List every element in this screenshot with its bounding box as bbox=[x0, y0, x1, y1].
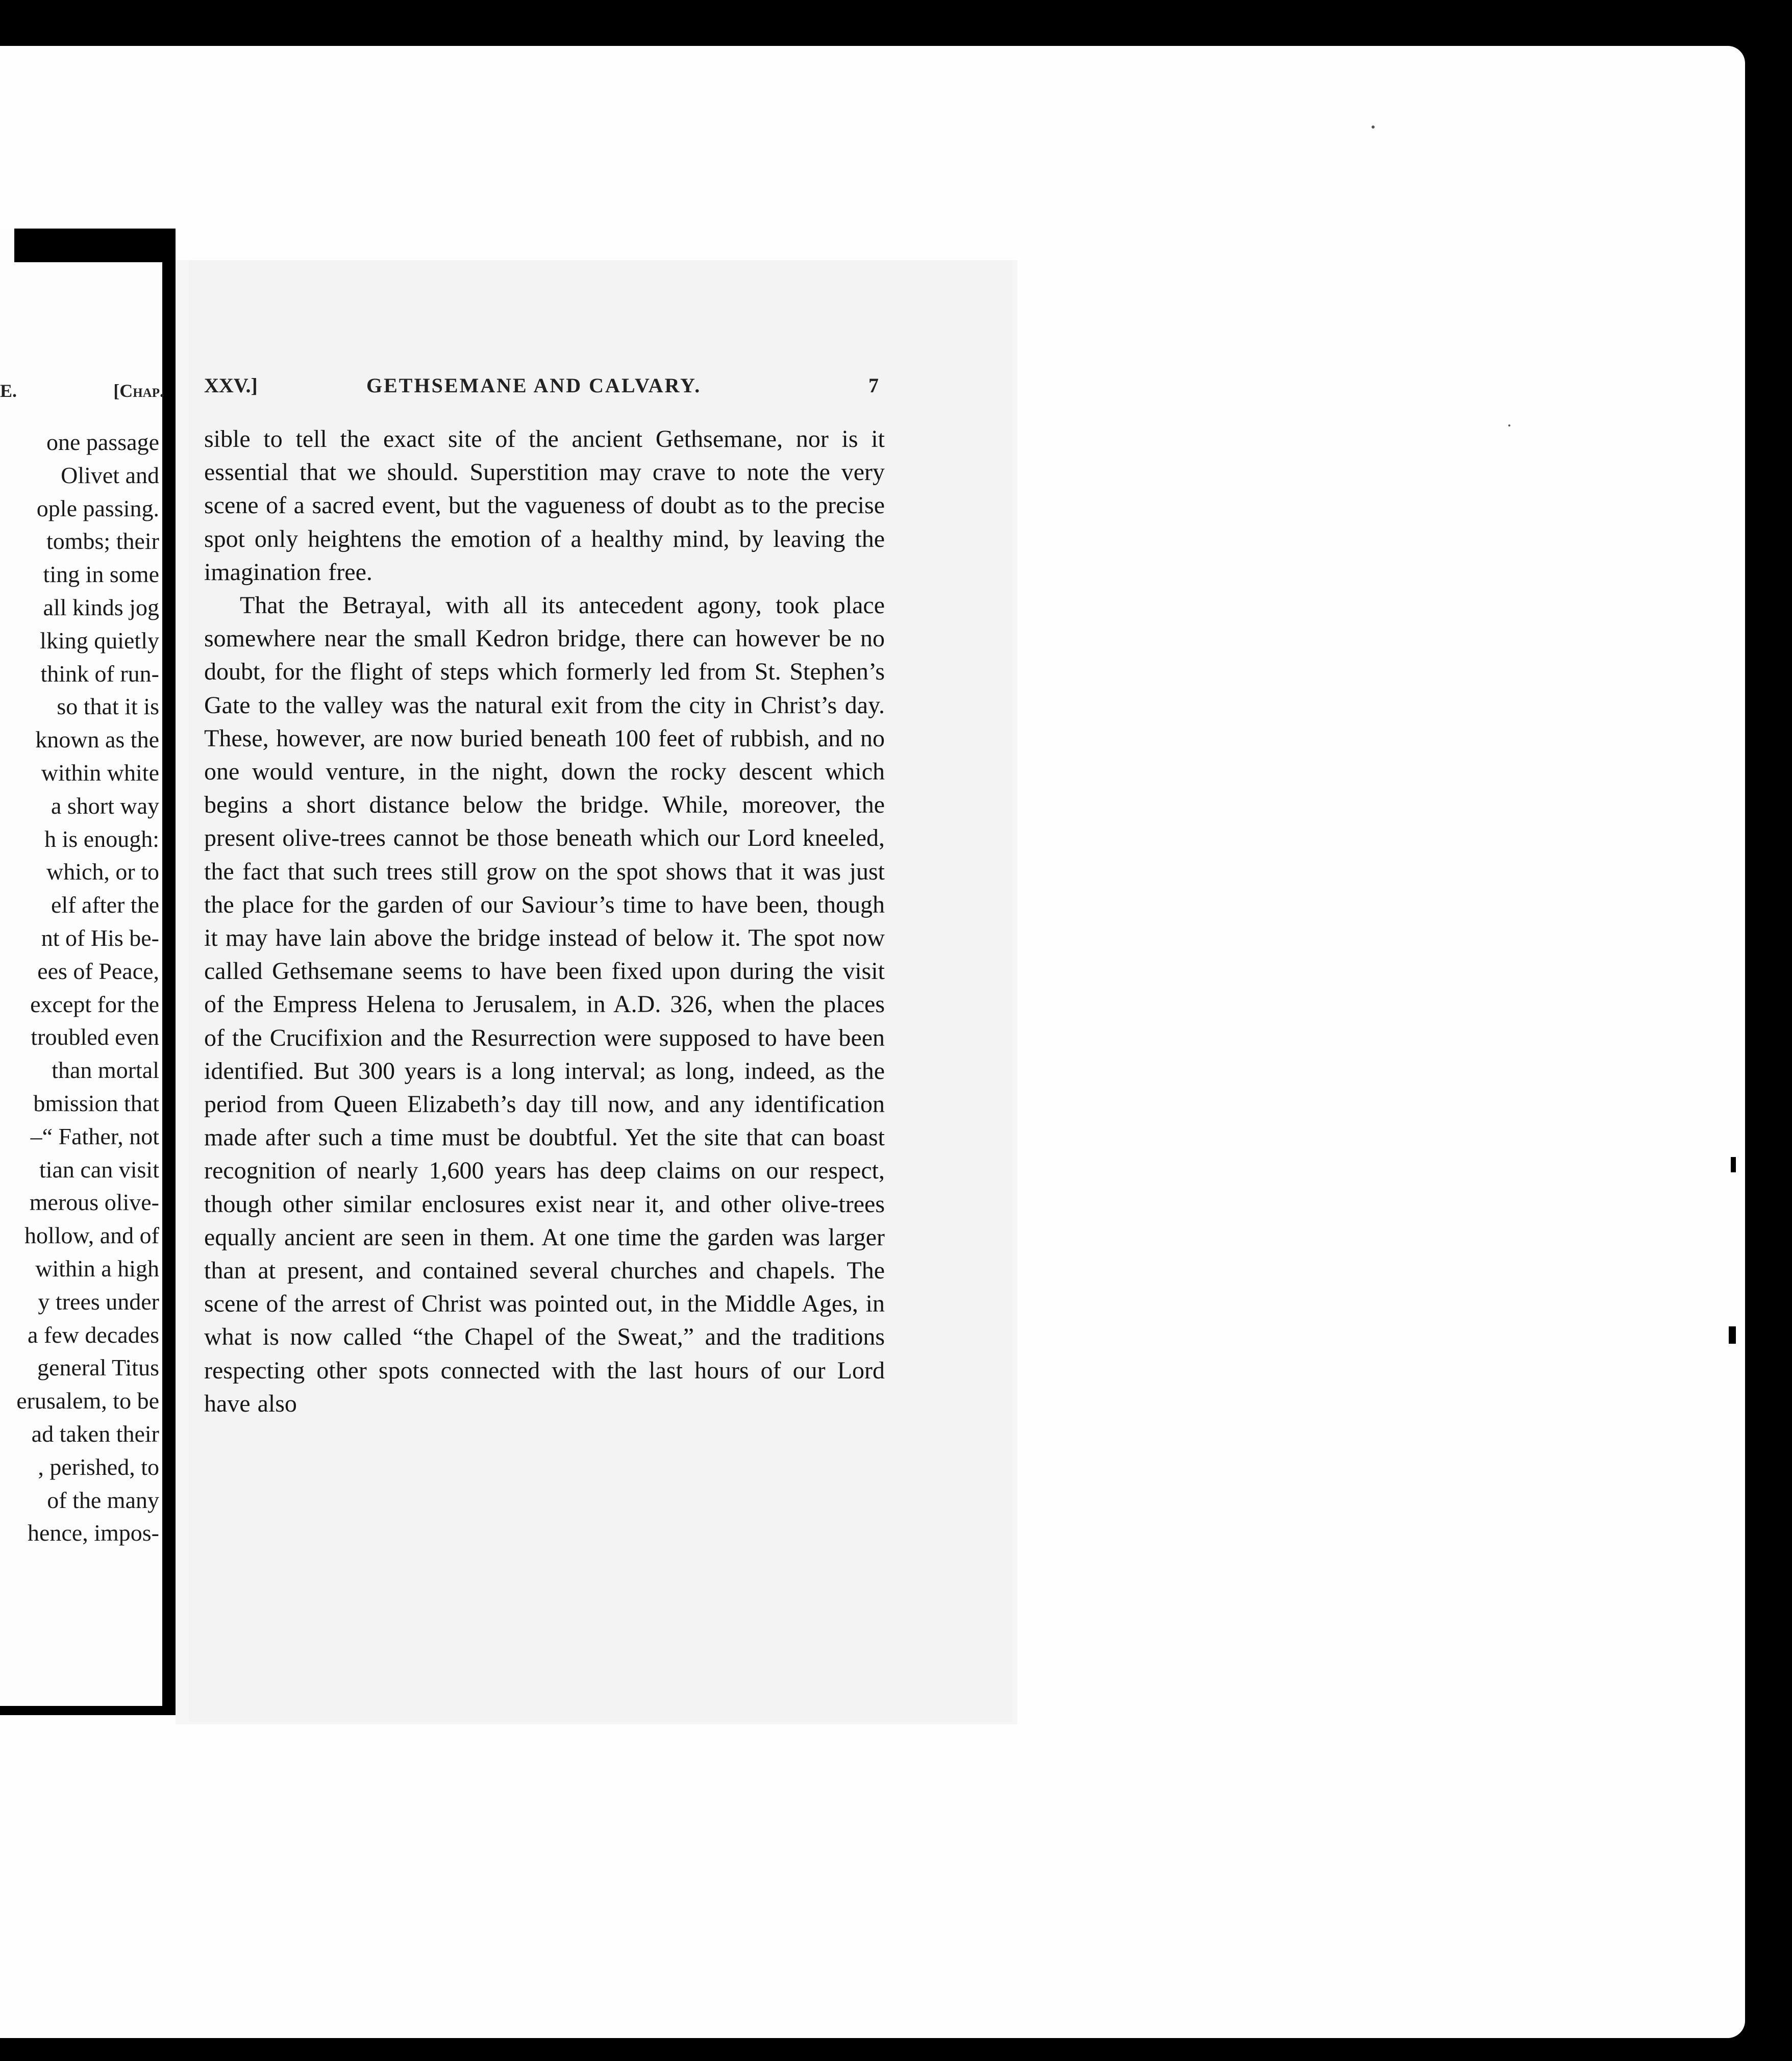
left-text-line: hollow, and of bbox=[24, 1222, 159, 1249]
left-page-text bbox=[0, 426, 159, 1550]
scan-mark bbox=[1731, 1157, 1736, 1172]
left-text-line: , perished, to bbox=[38, 1453, 159, 1480]
left-text-line: y trees under bbox=[38, 1288, 159, 1315]
left-head-chapter: [Chap. bbox=[113, 381, 164, 401]
running-title: GETHSEMANE AND CALVARY. bbox=[366, 374, 702, 397]
left-text-line: ad taken their bbox=[31, 1420, 159, 1447]
left-text-line: tombs; their bbox=[46, 528, 159, 555]
page-body bbox=[204, 422, 885, 1420]
left-text-line: all kinds jog bbox=[43, 594, 159, 620]
left-text-line: general Titus bbox=[37, 1354, 159, 1381]
right-page bbox=[176, 260, 1017, 1724]
left-text-line: Olivet and bbox=[61, 462, 159, 488]
binding-shadow bbox=[14, 229, 165, 262]
left-text-line: one passage bbox=[46, 429, 159, 455]
gutter-shadow bbox=[162, 229, 176, 1714]
left-text-line: troubled even bbox=[31, 1024, 159, 1050]
left-text-line: tian can visit bbox=[39, 1156, 159, 1183]
left-text-line: erusalem, to be bbox=[16, 1388, 159, 1414]
scan-speck bbox=[1508, 424, 1510, 426]
left-text-line: a few decades bbox=[28, 1321, 159, 1348]
left-text-line: a short way bbox=[51, 792, 159, 819]
left-text-line: merous olive- bbox=[29, 1189, 159, 1216]
left-text-line: known as the bbox=[35, 726, 159, 753]
scan-speck bbox=[1372, 125, 1375, 129]
left-text-line: of the many bbox=[47, 1487, 159, 1513]
left-text-line: ople passing. bbox=[36, 495, 159, 521]
left-text-line: than mortal bbox=[52, 1057, 159, 1084]
left-text-line: which, or to bbox=[46, 859, 159, 885]
left-text-line: elf after the bbox=[51, 892, 159, 918]
left-text-line: think of run- bbox=[40, 660, 159, 687]
page-number: 7 bbox=[868, 374, 879, 397]
left-text-line: hence, impos- bbox=[27, 1520, 159, 1546]
left-text-line: nt of His be- bbox=[41, 924, 159, 951]
paragraph: sible to tell the exact site of the ancient Gethsemane, nor is it essential that we should. Superstition may crave to note the very scene of a sacred event, but the vagueness of doubt as to the precise spot only heightens the emotion of a healthy mind, by leaving the imagination free. bbox=[204, 425, 885, 586]
left-text-line: bmission that bbox=[33, 1090, 159, 1116]
left-text-line: ees of Peace, bbox=[37, 958, 159, 984]
left-text-line: so that it is bbox=[57, 693, 159, 720]
left-running-head bbox=[0, 380, 164, 400]
left-text-line: h is enough: bbox=[44, 825, 159, 852]
left-text-line: lking quietly bbox=[40, 627, 159, 654]
scan-mark bbox=[1729, 1326, 1736, 1344]
left-text-line: except for the bbox=[30, 991, 159, 1017]
left-text-line: –“ Father, not bbox=[30, 1123, 159, 1149]
chapter-reference: XXV.] bbox=[204, 374, 258, 397]
left-text-line: ting in some bbox=[43, 561, 159, 588]
left-head-fragment: E. bbox=[0, 381, 17, 401]
page-surface bbox=[189, 260, 1012, 1722]
left-text-line: within white bbox=[41, 759, 159, 786]
paragraph: That the Betrayal, with all its antecedent agony, took place somewhere near the small Kedron bridge, there can however be no doubt, for the flight of steps which formerly led from St. Stephen’s Gate to the valley was the natural exit from the city in Christ’s day. These, however, are now buried beneath 100 feet of rubbish, and no one would venture, in the night, down the rocky descent which begins a short distance below the bridge. While, moreover, the present olive-trees cannot be those beneath which our Lord kneeled, the fact that such trees still grow on the spot shows that it was just the place for the garden of our Saviour’s time to have been, though it may have lain above the bridge instead of below it. The spot now called Gethsemane seems to have been fixed upon during the visit of the Empress Helena to Jerusalem, in A.D. 326, when the places of the Crucifixion and the Resurrection were supposed to have been identified. But 300 years is a long interval; as long, indeed, as the period from Queen Elizabeth’s day till now, and any identification made after such a time must be doubtful. Yet the site that can boast recognition of nearly 1,600 years has deep claims on our respect, though other similar enclosures exist near it, and other olive-trees equally ancient are seen in them. At one time the garden was larger than at present, and contained several churches and chapels. The scene of the arrest of Christ was pointed out, in the Middle Ages, in what is now called “the Chapel of the Sweat,” and the traditions respecting other spots connected with the last hours of our Lord have also bbox=[204, 592, 885, 1417]
page-edge-shadow bbox=[0, 1706, 199, 1715]
left-text-line: within a high bbox=[35, 1255, 159, 1281]
running-head bbox=[204, 373, 879, 399]
